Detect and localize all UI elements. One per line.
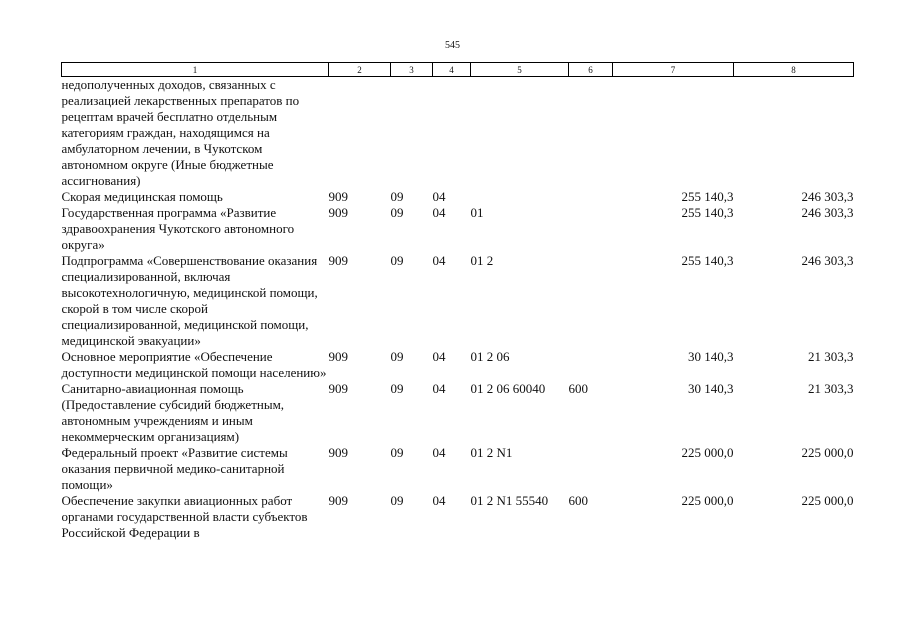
amount-year1-cell: 225 000,0 (681, 493, 734, 508)
row-name-cell: недополученных доходов, связанных с реализацией лекарственных препаратов по рецептам врачей бесплатно отдельным категориям граждан, находящимся на амбулаторном лечении, в Чукотском автономном округе (Иные бюджетные ассигнования) (61, 77, 300, 188)
row-name-cell: Федеральный проект «Развитие системы оказания первичной медико-санитарной помощи» (61, 445, 288, 492)
column-header-6: 6 (569, 63, 613, 77)
row-name-cell: Государственная программа «Развитие здравоохранения Чукотского автономного округа» (61, 205, 295, 252)
amount-year1-cell (613, 77, 734, 190)
section-code-cell: 09 (390, 349, 404, 364)
ministry-code-cell: 909 (328, 381, 348, 396)
expense-type-cell (569, 205, 613, 253)
section-code-cell: 09 (390, 189, 404, 204)
expense-type-cell: 600 (568, 381, 588, 396)
row-name-cell: Обеспечение закупки авиационных работ органами государственной власти субъектов Российской Федерации в (61, 493, 308, 540)
subsection-code-cell: 04 (432, 189, 446, 204)
target-article-cell: 01 2 N1 (470, 445, 513, 460)
column-header-5: 5 (471, 63, 569, 77)
subsection-code-cell: 04 (432, 253, 446, 268)
amount-year2-cell: 246 303,3 (801, 253, 854, 268)
ministry-code-cell (329, 77, 391, 190)
subsection-code-cell: 04 (432, 493, 446, 508)
section-code-cell: 09 (390, 493, 404, 508)
row-name-cell: Основное мероприятие «Обеспечение доступности медицинской помощи населению» (61, 349, 327, 380)
column-header-8: 8 (734, 63, 854, 77)
amount-year1-cell: 255 140,3 (681, 205, 734, 220)
amount-year2-cell: 21 303,3 (808, 381, 854, 396)
table-row (62, 77, 854, 190)
ministry-code-cell: 909 (328, 205, 348, 220)
table-row (62, 381, 854, 445)
page-number: 545 (445, 40, 460, 51)
row-name-cell: Скорая медицинская помощь (61, 189, 223, 204)
amount-year1-cell: 255 140,3 (681, 189, 734, 204)
expense-type-cell (569, 253, 613, 349)
subsection-code-cell: 04 (432, 205, 446, 220)
budget-table (61, 62, 854, 541)
section-code-cell: 09 (390, 445, 404, 460)
column-header-7: 7 (613, 63, 734, 77)
ministry-code-cell: 909 (328, 253, 348, 268)
amount-year1-cell: 30 140,3 (688, 349, 734, 364)
target-article-cell: 01 2 06 (470, 349, 510, 364)
target-article-cell (471, 77, 569, 190)
target-article-cell: 01 2 (470, 253, 494, 268)
ministry-code-cell: 909 (328, 349, 348, 364)
section-code-cell (391, 77, 433, 190)
amount-year1-cell: 255 140,3 (681, 253, 734, 268)
amount-year2-cell: 246 303,3 (801, 189, 854, 204)
amount-year2-cell: 225 000,0 (801, 445, 854, 460)
subsection-code-cell: 04 (432, 349, 446, 364)
table-row (62, 189, 854, 205)
row-name-cell: Санитарно-авиационная помощь (Предоставление субсидий бюджетным, автономным учреждениям и иным некоммерческим организациям) (61, 381, 285, 444)
target-article-cell: 01 (470, 205, 484, 220)
ministry-code-cell: 909 (328, 189, 348, 204)
amount-year2-cell: 225 000,0 (801, 493, 854, 508)
table-row (62, 205, 854, 253)
amount-year1-cell: 30 140,3 (688, 381, 734, 396)
ministry-code-cell: 909 (328, 493, 348, 508)
target-article-cell: 01 2 N1 55540 (470, 493, 549, 508)
expense-type-cell (569, 77, 613, 190)
amount-year1-cell: 225 000,0 (681, 445, 734, 460)
ministry-code-cell: 909 (328, 445, 348, 460)
subsection-code-cell (433, 77, 471, 190)
section-code-cell: 09 (390, 381, 404, 396)
table-row (62, 493, 854, 541)
expense-type-cell (569, 189, 613, 205)
column-header-2: 2 (329, 63, 391, 77)
subsection-code-cell: 04 (432, 381, 446, 396)
section-code-cell: 09 (390, 253, 404, 268)
expense-type-cell (569, 445, 613, 493)
table-row (62, 445, 854, 493)
amount-year2-cell (734, 77, 854, 190)
table-header-row (62, 63, 854, 77)
column-header-3: 3 (391, 63, 433, 77)
table-body (62, 77, 854, 542)
amount-year2-cell: 21 303,3 (808, 349, 854, 364)
table-row (62, 253, 854, 349)
expense-type-cell (569, 349, 613, 381)
section-code-cell: 09 (390, 205, 404, 220)
expense-type-cell: 600 (568, 493, 588, 508)
amount-year2-cell: 246 303,3 (801, 205, 854, 220)
column-header-4: 4 (433, 63, 471, 77)
target-article-cell (471, 189, 569, 205)
target-article-cell: 01 2 06 60040 (470, 381, 546, 396)
table-row (62, 349, 854, 381)
column-header-1: 1 (62, 63, 329, 77)
row-name-cell: Подпрограмма «Совершенствование оказания специализированной, включая высокотехнологичную, медицинской помощи, скорой в том числе скорой специализированной, медицинской помощи, медицинской эвакуации» (61, 253, 318, 348)
subsection-code-cell: 04 (432, 445, 446, 460)
